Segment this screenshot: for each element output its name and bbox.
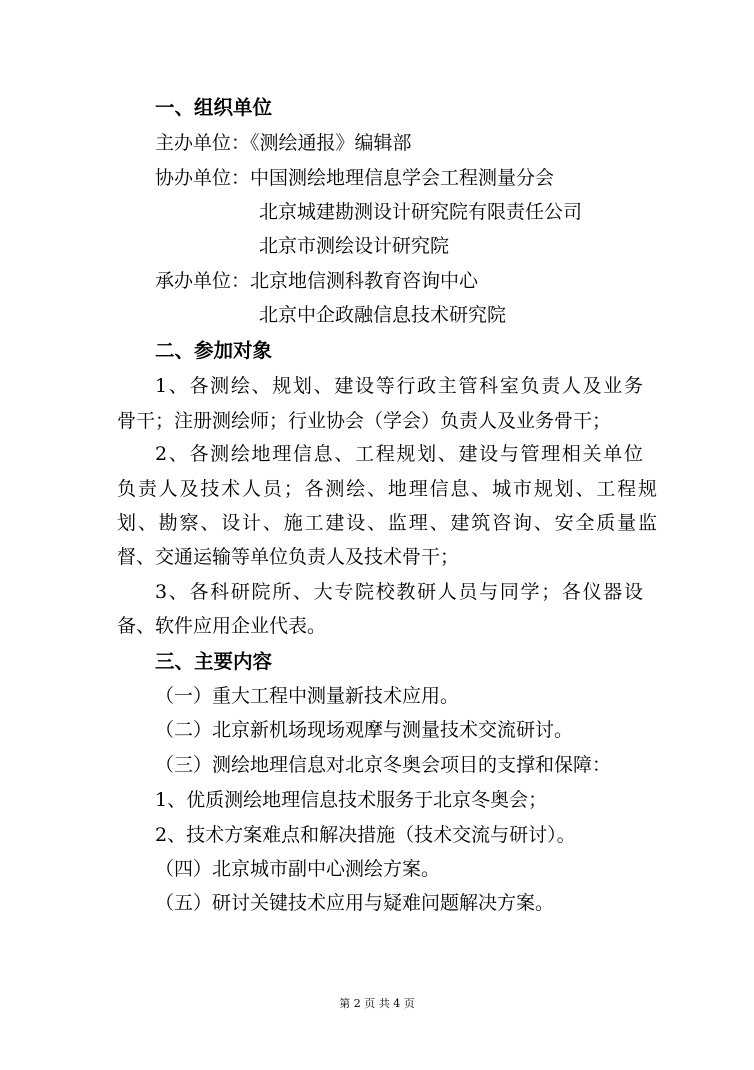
- host-unit-label: 主办单位：: [155, 132, 251, 154]
- paragraph-line: 3、各科研院所、大专院校教研人员与同学；各仪器设: [155, 581, 643, 603]
- co-organizer-label: 协办单位：: [155, 167, 251, 189]
- content-item: （二）北京新机场现场观摩与测量技术交流研讨。: [155, 719, 574, 741]
- paragraph-line: 督、交通运输等单位负责人及技术骨干；: [117, 546, 460, 568]
- paragraph-line: 划、勘察、设计、施工建设、监理、建筑咨询、安全质量监: [117, 512, 657, 534]
- section-heading-content: 三、主要内容: [155, 650, 273, 673]
- co-organizer-value: 北京城建勘测设计研究院有限责任公司: [259, 201, 583, 223]
- content-item: （五）研讨关键技术应用与疑难问题解决方案。: [155, 892, 555, 914]
- co-organizer-row: [155, 166, 655, 190]
- paragraph-line: 备、软件应用企业代表。: [117, 615, 327, 637]
- section-heading-participants: 二、参加对象: [155, 339, 273, 362]
- content-item: （三）测绘地理信息对北京冬奥会项目的支撑和保障：: [155, 754, 612, 776]
- undertaker-value: 北京中企政融信息技术研究院: [259, 304, 507, 326]
- content-item: （四）北京城市副中心测绘方案。: [155, 858, 441, 880]
- content-item: （一）重大工程中测量新技术应用。: [155, 685, 460, 707]
- content-item: 1、优质测绘地理信息技术服务于北京冬奥会；: [155, 789, 548, 811]
- section-heading-organizers: 一、组织单位: [155, 96, 273, 119]
- page-number-footer: 第 2 页 共 4 页: [339, 997, 415, 1010]
- co-organizer-value: 北京市测绘设计研究院: [259, 235, 450, 257]
- content-item: 2、技术方案难点和解决措施（技术交流与研讨）。: [155, 824, 576, 846]
- paragraph-line: 1、各测绘、规划、建设等行政主管科室负责人及业务: [155, 375, 643, 397]
- host-unit-row: [155, 131, 655, 155]
- paragraph-line: 2、各测绘地理信息、工程规划、建设与管理相关单位: [155, 443, 643, 465]
- undertaker-row: [155, 269, 655, 293]
- paragraph-line: 负责人及技术人员；各测绘、地理信息、城市规划、工程规: [117, 478, 657, 500]
- paragraph-line: 骨干；注册测绘师；行业协会（学会）负责人及业务骨干；: [117, 410, 612, 432]
- co-organizer-value: 中国测绘地理信息学会工程测量分会: [250, 167, 555, 189]
- undertaker-value: 北京地信测科教育咨询中心: [250, 270, 479, 292]
- undertaker-label: 承办单位：: [155, 270, 251, 292]
- host-unit-value: 《测绘通报》编辑部: [250, 132, 412, 154]
